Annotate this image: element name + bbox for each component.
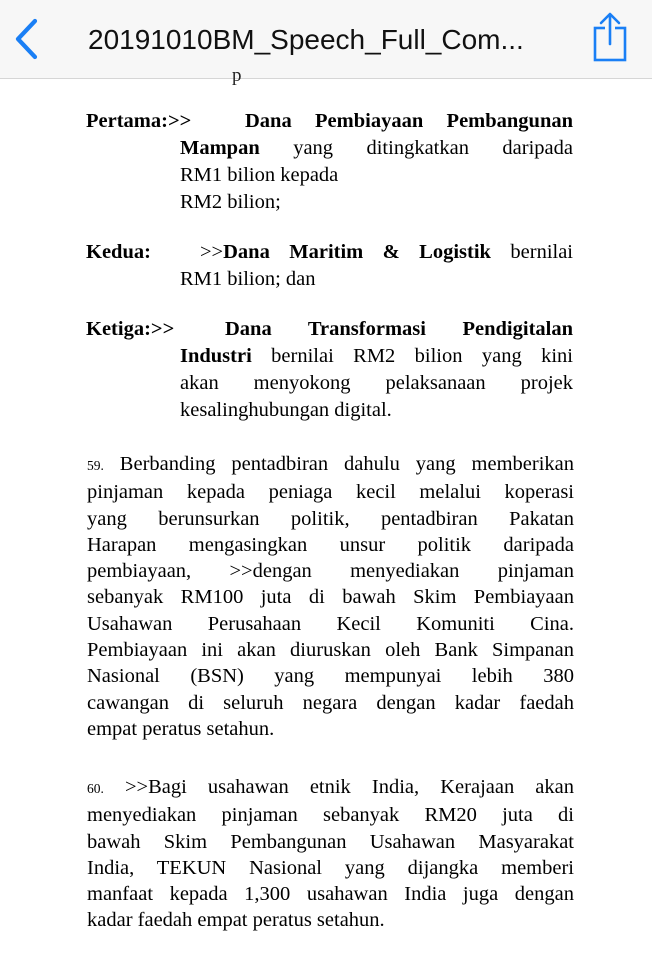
- text-line: menyediakan pinjaman sebanyak RM20 juta di: [87, 804, 574, 827]
- text-line: pinjaman kepada peniaga kecil melalui koperasi: [87, 481, 574, 504]
- text-line: RM1 bilion kepada: [180, 164, 339, 186]
- share-icon: [586, 10, 634, 66]
- document-page[interactable]: [0, 65, 652, 960]
- text-line: Dana Transformasi Pendigitalan: [225, 318, 573, 340]
- text-line: RM1 bilion; dan: [180, 268, 316, 290]
- text-line: Pembiayaan ini akan diuruskan oleh Bank Simpanan: [87, 639, 574, 662]
- share-button[interactable]: [586, 10, 634, 66]
- entry-body: [180, 239, 573, 293]
- chevron-left-icon: [8, 16, 48, 62]
- text-line: India, TEKUN Nasional yang dijangka memberi: [87, 856, 574, 879]
- text-line: yang berunsurkan politik, pentadbiran Pakatan: [87, 507, 574, 530]
- text-line: 60. >>Bagi usahawan etnik India, Kerajaan akan: [87, 776, 574, 798]
- back-button[interactable]: [8, 16, 48, 62]
- text-line: Harapan mengasingkan unsur politik daripada: [87, 533, 574, 556]
- text-line: bawah Skim Pembangunan Usahawan Masyarakat: [87, 830, 574, 853]
- text-line: Nasional (BSN) yang mempunyai lebih 380: [87, 665, 574, 688]
- text-line: 59. Berbanding pentadbiran dahulu yang memberikan: [87, 453, 574, 475]
- text-line: Dana Pembiayaan Pembangunan: [245, 110, 573, 132]
- text-line: akan menyokong pelaksanaan projek: [180, 372, 573, 394]
- text-line: Industri bernilai RM2 bilion yang kini: [180, 345, 573, 367]
- text-line: kadar faedah empat peratus setahun.: [87, 909, 385, 932]
- entry-label: Ketiga:>>: [86, 318, 175, 340]
- entry-body: [180, 108, 573, 216]
- text-line: sebanyak RM100 juta di bawah Skim Pembiayaan: [87, 586, 574, 609]
- text-line: pembiayaan, >>dengan menyediakan pinjaman: [87, 560, 574, 583]
- entry-label: Pertama:>>: [86, 110, 192, 132]
- paragraph-59: [87, 451, 574, 742]
- paragraph-number: 60.: [87, 781, 104, 796]
- text-line: RM2 bilion;: [180, 191, 281, 213]
- text-line: manfaat kepada 1,300 usahawan India juga dengan: [87, 883, 574, 906]
- entry-body: [180, 316, 573, 424]
- cut-off-text: p: [232, 65, 242, 86]
- navigation-bar: [0, 0, 652, 79]
- text-line: kesalinghubungan digital.: [180, 399, 392, 421]
- text-line: Mampan yang ditingkatkan daripada: [180, 137, 573, 159]
- text-line: empat peratus setahun.: [87, 717, 275, 740]
- text-line: cawangan di seluruh negara dengan kadar faedah: [87, 691, 574, 714]
- paragraph-60: [87, 774, 574, 934]
- document-title: 20191010BM_Speech_Full_Com...: [88, 24, 524, 55]
- text-line: >>Dana Maritim & Logistik bernilai: [200, 241, 574, 263]
- entry-label: Kedua:: [86, 241, 151, 263]
- text-line: Usahawan Perusahaan Kecil Komuniti Cina.: [87, 612, 574, 635]
- paragraph-number: 59.: [87, 458, 104, 473]
